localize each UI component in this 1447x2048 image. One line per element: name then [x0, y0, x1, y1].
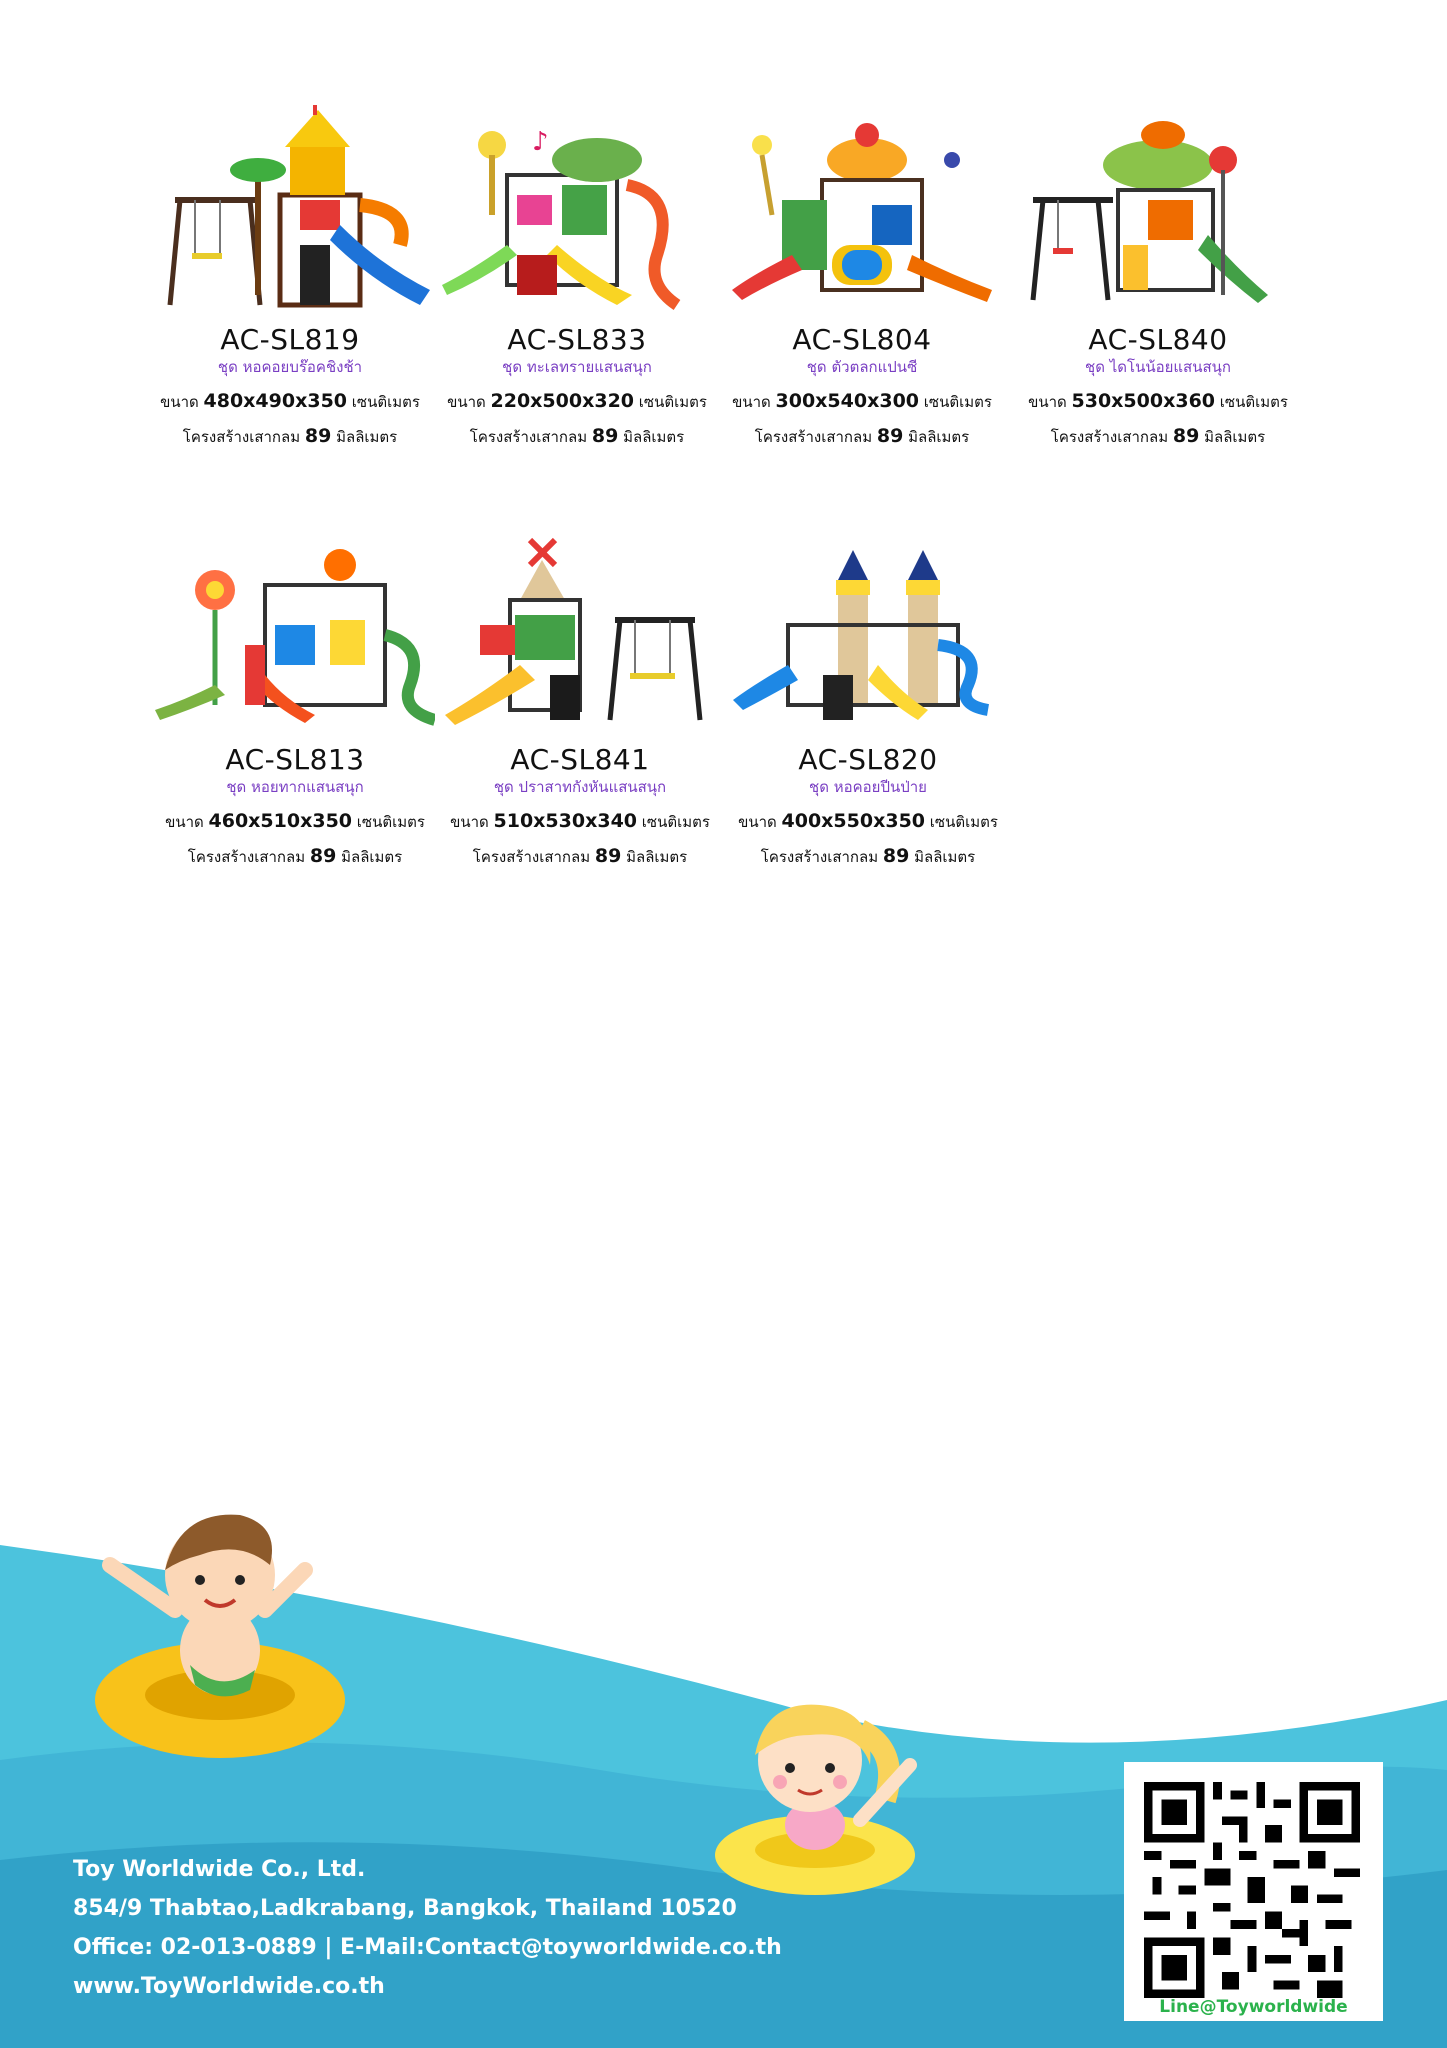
playground-image: [155, 525, 435, 735]
product-name: ชุด ตัวตลกแปนซี: [806, 357, 918, 376]
product-size: ขนาด 400x550x350 เซนติเมตร: [738, 809, 998, 832]
product-card-ac-sl840: [1018, 105, 1298, 447]
product-card-ac-sl804: [722, 105, 1002, 447]
product-structure: โครงสร้างเสากลม 89 มิลลิเมตร: [760, 844, 976, 867]
product-structure: โครงสร้างเสากลม 89 มิลลิเมตร: [1050, 424, 1266, 447]
product-code: AC-SL841: [510, 743, 650, 776]
product-structure: โครงสร้างเสากลม 89 มิลลิเมตร: [469, 424, 685, 447]
product-size: ขนาด 220x500x320 เซนติเมตร: [447, 389, 707, 412]
product-card-ac-sl833: [437, 105, 717, 447]
playground-image: [437, 105, 717, 315]
product-size: ขนาด 510x530x340 เซนติเมตร: [450, 809, 710, 832]
product-structure: โครงสร้างเสากลม 89 มิลลิเมตร: [754, 424, 970, 447]
playground-image: [722, 105, 1002, 315]
product-card-ac-sl841: [440, 525, 720, 867]
product-structure: โครงสร้างเสากลม 89 มิลลิเมตร: [187, 844, 403, 867]
product-card-ac-sl813: [155, 525, 435, 867]
product-name: ชุด หอยทากแสนสนุก: [226, 777, 364, 796]
product-size: ขนาด 530x500x360 เซนติเมตร: [1028, 389, 1288, 412]
product-size: ขนาด 460x510x350 เซนติเมตร: [165, 809, 425, 832]
svg-text:♪: ♪: [532, 127, 549, 157]
boy-float-illustration: [90, 1500, 360, 1770]
product-card-ac-sl820: [728, 525, 1008, 867]
product-name: ชุด ไดโนน้อยแสนสนุก: [1085, 357, 1231, 376]
playground-image: [1018, 105, 1298, 315]
playground-image: [440, 525, 720, 735]
qr-code-icon: [1144, 1782, 1360, 1998]
product-size: ขนาด 480x490x350 เซนติเมตร: [160, 389, 420, 412]
product-name: ชุด หอคอยบร๊อคชิงช้า: [217, 357, 363, 376]
company-website[interactable]: www.ToyWorldwide.co.th: [73, 1974, 385, 1999]
company-address: 854/9 Thabtao,Ladkrabang, Bangkok, Thailand 10520: [73, 1896, 737, 1921]
product-size: ขนาด 300x540x300 เซนติเมตร: [732, 389, 992, 412]
playground-image: [728, 525, 1008, 735]
product-code: AC-SL804: [792, 323, 932, 356]
product-card-ac-sl819: [150, 105, 430, 447]
company-name: Toy Worldwide Co., Ltd.: [73, 1857, 366, 1882]
product-code: AC-SL840: [1088, 323, 1228, 356]
product-code: AC-SL813: [225, 743, 365, 776]
product-name: ชุด ปราสาทกังหันแสนสนุก: [493, 777, 667, 796]
product-code: AC-SL833: [507, 323, 647, 356]
company-info: [73, 1850, 782, 2006]
qr-label: Line@Toyworldwide: [1159, 1997, 1348, 2017]
playground-image: [150, 105, 430, 315]
product-structure: โครงสร้างเสากลม 89 มิลลิเมตร: [182, 424, 398, 447]
company-contact: Office: 02-013-0889 | E-Mail:Contact@toyworldwide.co.th: [73, 1935, 782, 1960]
product-code: AC-SL820: [798, 743, 938, 776]
product-structure: โครงสร้างเสากลม 89 มิลลิเมตร: [472, 844, 688, 867]
product-code: AC-SL819: [220, 323, 360, 356]
product-name: ชุด หอคอยปีนป่าย: [809, 777, 927, 796]
product-name: ชุด ทะเลทรายแสนสนุก: [502, 357, 652, 376]
line-qr-code[interactable]: [1124, 1762, 1383, 2021]
